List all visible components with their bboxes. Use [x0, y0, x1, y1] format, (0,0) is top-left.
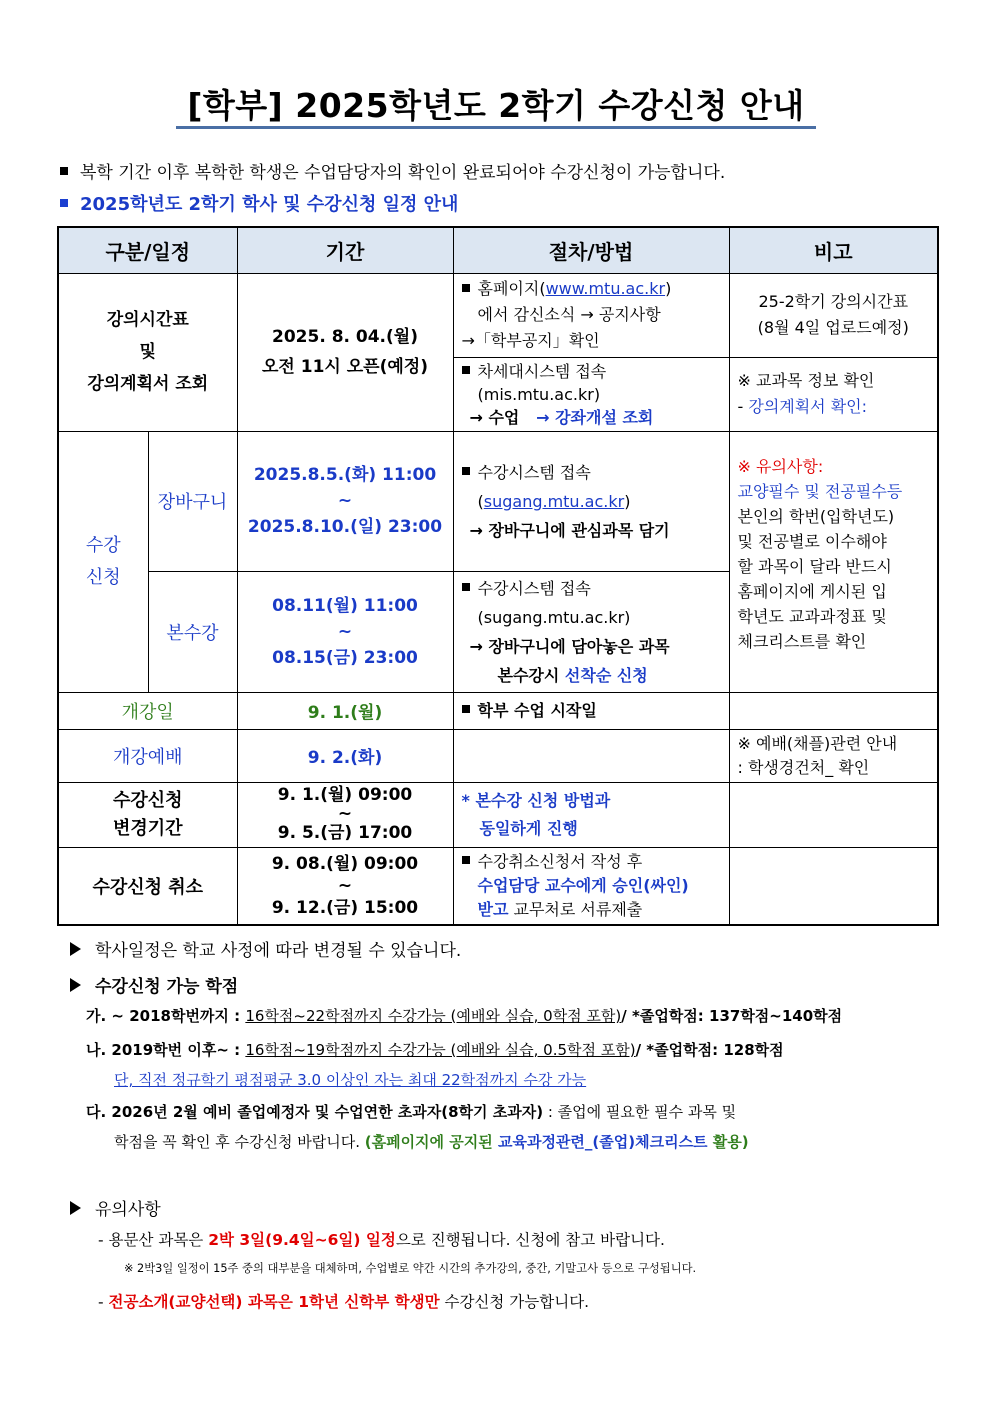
note-cautions-title: 유의사항 [70, 1195, 161, 1220]
row2-note: ※ 유의사항: 교양필수 및 전공필수등 본인의 학번(입학년도) 및 전공별로 이수해야 할 과목이 달라 반드시 홈페이지에 게시된 입 학년도 교과과정표 및 체크리스트를 확인 [729, 431, 938, 692]
header-period: 기간 [237, 227, 453, 273]
schedule-table [57, 226, 939, 926]
row4-category: 개강일 [58, 692, 237, 729]
row5-category: 개강예배 [58, 729, 237, 782]
row5-note: ※ 예배(채플)관련 안내 : 학생경건처_ 확인 [729, 729, 938, 782]
row3-period: 08.11(월) 11:00 ~ 08.15(금) 23:00 [237, 571, 453, 692]
triangle-bullet-icon [70, 1201, 81, 1215]
header-note: 비고 [729, 227, 938, 273]
bullet-square-icon [462, 856, 470, 864]
bullet-square-icon [462, 284, 470, 292]
header-category: 구분/일정 [58, 227, 237, 273]
row6-method: * 본수강 신청 방법과 동일하게 진행 [453, 782, 729, 847]
caution-yongmunsan: - 용문산 과목은 2박 3일(9.4일~6일) 일정으로 진행됩니다. 신청에 참고 바랍니다. [98, 1231, 665, 1249]
row1-period: 2025. 8. 04.(월) 오전 11시 오픈(예정) [237, 273, 453, 431]
caution-major-intro: - 전공소개(교양선택) 과목은 1학년 신학부 학생만 수강신청 가능합니다. [98, 1293, 590, 1311]
row5-period: 9. 2.(화) [237, 729, 453, 782]
row7-method: 수강취소신청서 작성 후 수업담당 교수에게 승인(싸인) 받고 교무처로 서류제출 [453, 847, 729, 925]
row4-note [729, 692, 938, 729]
triangle-bullet-icon [70, 978, 81, 992]
row6-note [729, 782, 938, 847]
row1-method-a: 홈페이지(www.mtu.ac.kr) 에서 감신소식 → 공지사항 →「학부공지」확인 [453, 273, 729, 357]
row6-period: 9. 1.(월) 09:00 ~ 9. 5.(금) 17:00 [237, 782, 453, 847]
row4-period: 9. 1.(월) [237, 692, 453, 729]
row2-method: 수강시스템 접속 (sugang.mtu.ac.kr) → 장바구니에 관심과목 담기 [453, 431, 729, 571]
row2-group: 수강 신청 [58, 431, 148, 692]
page-title: [학부] 2025학년도 2학기 수강신청 안내 [187, 86, 805, 125]
note-credits-da2: 학점을 꼭 확인 후 수강신청 바랍니다. (홈페이지에 공지된 교육과정관련_(졸업)체크리스트 활용) [114, 1133, 749, 1151]
caution-yongmunsan-detail: ※ 2박3일 일정이 15주 중의 대부분을 대체하며, 수업별로 약간 시간의 추가강의, 중간, 기말고사 등으로 구성됩니다. [124, 1262, 697, 1275]
row4-method: 학부 수업 시작일 [453, 692, 729, 729]
bullet-square-icon [462, 583, 470, 591]
intro-text-1: 복학 기간 이후 복학한 학생은 수업담당자의 확인이 완료되어야 수강신청이 가능합니다. [80, 163, 726, 183]
intro-line-1 [60, 158, 725, 183]
bullet-square-icon [462, 366, 470, 374]
bullet-square-icon [60, 199, 68, 207]
row2-sub-cart: 장바구니 [148, 431, 237, 571]
note-credits-na2: 단, 직전 정규학기 평점평균 3.0 이상인 자는 최대 22학점까지 수강 가능 [114, 1071, 587, 1089]
row7-note [729, 847, 938, 925]
homepage-link[interactable]: www.mtu.ac.kr [545, 279, 666, 298]
bullet-square-icon [462, 705, 470, 713]
header-method: 절차/방법 [453, 227, 729, 273]
row1-note-b: ※ 교과목 정보 확인 - 강의계획서 확인: [729, 357, 938, 431]
row1-category: 강의시간표 및 강의계획서 조회 [58, 273, 237, 431]
row1-note-a: 25-2학기 강의시간표 (8월 4일 업로드예정) [729, 273, 938, 357]
row7-period: 9. 08.(월) 09:00 ~ 9. 12.(금) 15:00 [237, 847, 453, 925]
row7-category: 수강신청 취소 [58, 847, 237, 925]
row6-category: 수강신청 변경기간 [58, 782, 237, 847]
note-credits-title: 수강신청 가능 학점 [70, 972, 238, 997]
note-schedule-change: 학사일정은 학교 사정에 따라 변경될 수 있습니다. [70, 936, 461, 961]
note-credits-na: 나. 2019학번 이후~ : 16학점~19학점까지 수강가능 (예배와 실습, 0.5학점 포함)/ *졸업학점: 128학점 [86, 1041, 784, 1059]
intro-line-2 [60, 190, 458, 216]
row5-method [453, 729, 729, 782]
note-credits-ga: 가. ~ 2018학번까지 : 16학점~22학점까지 수강가능 (예배와 실습, 0학점 포함)/ *졸업학점: 137학점~140학점 [86, 1007, 843, 1025]
row3-method: 수강시스템 접속 (sugang.mtu.ac.kr) → 장바구니에 담아놓은 과목 본수강시 선착순 신청 [453, 571, 729, 692]
sugang-link[interactable]: sugang.mtu.ac.kr [483, 491, 625, 511]
bullet-square-icon [60, 167, 68, 175]
note-credits-da1: 다. 2026년 2월 예비 졸업예정자 및 수업연한 초과자(8학기 초과자) : 졸업에 필요한 필수 과목 및 [86, 1103, 737, 1121]
triangle-bullet-icon [70, 942, 81, 956]
title-underline [176, 126, 816, 129]
intro-text-2: 2025학년도 2학기 학사 및 수강신청 일정 안내 [80, 194, 459, 215]
row2-period: 2025.8.5.(화) 11:00 ~ 2025.8.10.(일) 23:00 [237, 431, 453, 571]
row1-method-b: 차세대시스템 접속 (mis.mtu.ac.kr) → 수업 → 강좌개설 조회 [453, 357, 729, 431]
bullet-square-icon [462, 467, 470, 475]
row3-sub-main: 본수강 [148, 571, 237, 692]
